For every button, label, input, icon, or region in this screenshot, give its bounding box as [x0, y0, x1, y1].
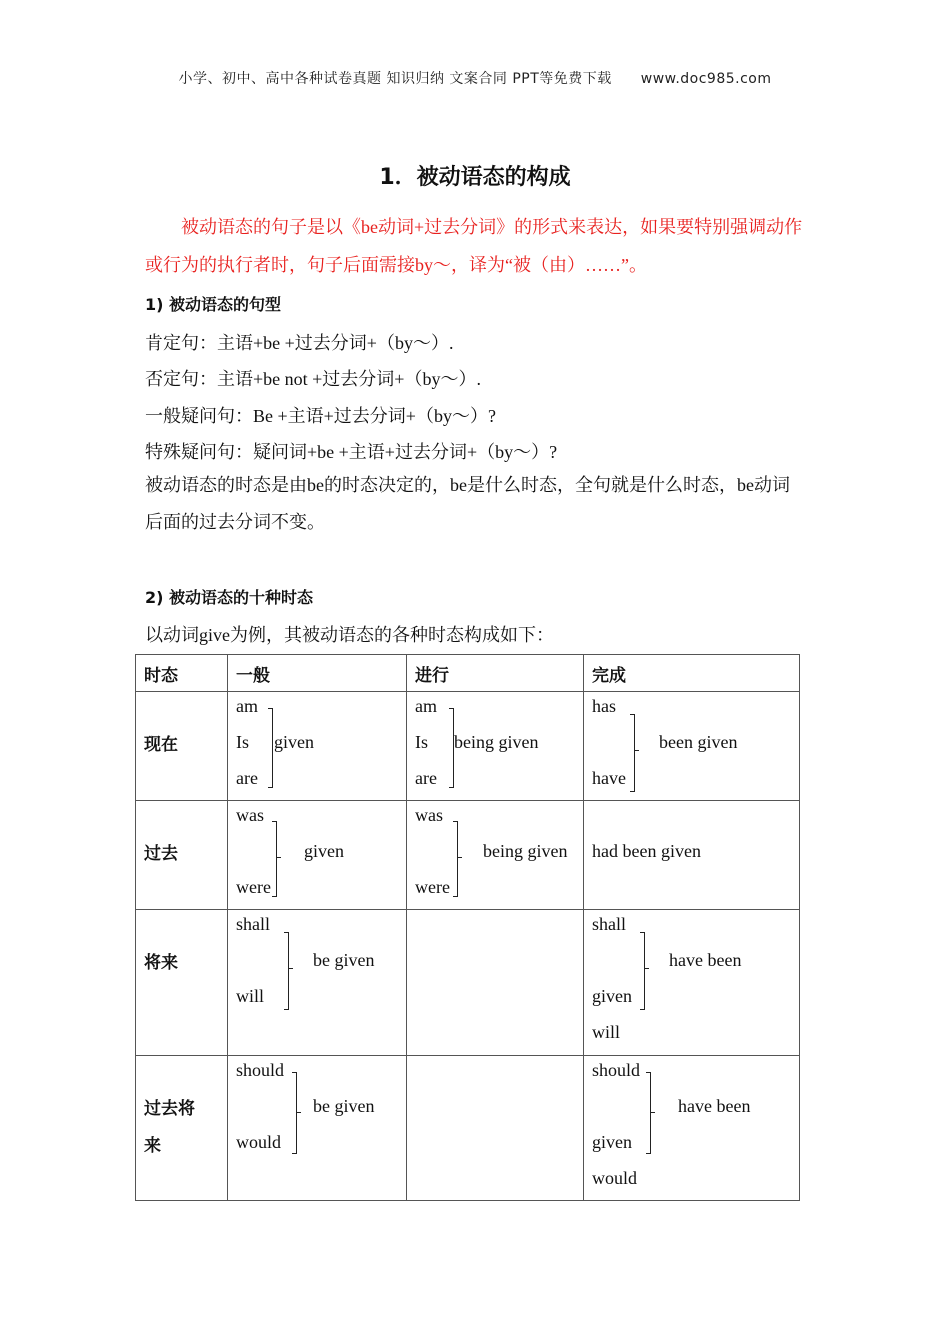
word: are	[236, 768, 258, 788]
word: has	[592, 696, 616, 716]
header-cell: 完成	[584, 655, 800, 692]
intro-paragraph: 被动语态的句子是以《be动词+过去分词》的形式来表达，如果要特别强调动作或行为的执行者时，句子后面需接by～，译为“被（由）……”。	[145, 217, 803, 275]
past-future-perfect-cell	[584, 1056, 800, 1201]
pattern-negative: 否定句：主语+be not +过去分词+（by～）.	[145, 369, 481, 389]
word: were	[236, 877, 271, 897]
table-row-future	[136, 910, 800, 1056]
word: shall	[236, 914, 270, 934]
brace	[630, 714, 635, 792]
brace-tick	[651, 1112, 655, 1113]
future-progressive-cell	[407, 910, 584, 1056]
table-row-past-future	[136, 1056, 800, 1201]
tense-table	[135, 654, 800, 1201]
brace	[284, 932, 289, 1010]
row-label: 过去	[144, 844, 178, 864]
pattern-yes-no-question: 一般疑问句：Be +主语+过去分词+（by～）?	[145, 406, 496, 426]
word: been given	[659, 732, 738, 752]
past-simple-cell	[228, 801, 407, 910]
past-perfect-cell	[584, 801, 800, 910]
word: be given	[313, 1096, 375, 1116]
table-row-past	[136, 801, 800, 910]
row-label-cell	[136, 801, 228, 910]
row-label-cell	[136, 1056, 228, 1201]
word: were	[415, 877, 450, 897]
page-header	[0, 68, 950, 88]
header-cell: 一般	[228, 655, 407, 692]
present-perfect-cell	[584, 692, 800, 801]
word: am	[415, 696, 437, 716]
future-perfect-cell	[584, 910, 800, 1056]
word: being given	[454, 732, 539, 752]
word: shall	[592, 914, 626, 934]
word: would	[236, 1132, 281, 1152]
brace	[646, 1072, 651, 1154]
brace	[453, 821, 458, 897]
page-title: 1．被动语态的构成	[379, 165, 571, 190]
brace	[272, 821, 277, 897]
word: given	[304, 841, 344, 861]
row-label: 过去将	[144, 1099, 195, 1119]
brace	[640, 932, 645, 1010]
word: have	[592, 768, 626, 788]
present-progressive-cell	[407, 692, 584, 801]
future-simple-cell	[228, 910, 407, 1056]
section1-heading: 1) 被动语态的句型	[145, 295, 282, 314]
word: will	[236, 986, 265, 1006]
word: Is	[415, 732, 428, 752]
past-progressive-cell	[407, 801, 584, 910]
row-label: 将来	[144, 953, 178, 973]
word: have been	[669, 950, 742, 970]
word: Is	[236, 732, 249, 752]
word: was	[236, 805, 264, 825]
table-row-present	[136, 692, 800, 801]
word: would	[592, 1168, 637, 1188]
section2-heading: 2) 被动语态的十种时态	[145, 588, 314, 607]
brace-tick	[297, 1112, 301, 1113]
header-cell: 进行	[407, 655, 584, 692]
row-label-cell	[136, 910, 228, 1056]
brace	[292, 1072, 297, 1154]
brace	[268, 708, 273, 788]
word: had been given	[592, 841, 701, 861]
past-future-simple-cell	[228, 1056, 407, 1201]
word: given	[274, 732, 314, 752]
word: should	[236, 1060, 285, 1080]
tense-note: 被动语态的时态是由be的时态决定的，be是什么时态，全句就是什么时态，be动词后面的过去分词不变。	[145, 475, 790, 532]
word: are	[415, 768, 437, 788]
header-text: 小学、初中、高中各种试卷真题 知识归纳 文案合同 PPT等免费下载	[178, 71, 612, 87]
past-future-progressive-cell	[407, 1056, 584, 1201]
brace-tick	[635, 750, 639, 751]
brace-tick	[458, 857, 462, 858]
word: be given	[313, 950, 375, 970]
word: should	[592, 1060, 641, 1080]
header-cell: 时态	[136, 655, 228, 692]
row-label-cell	[136, 692, 228, 801]
pattern-affirmative: 肯定句：主语+be +过去分词+（by～）.	[145, 333, 454, 353]
header-url[interactable]: www.doc985.com	[640, 71, 772, 87]
brace-tick	[645, 968, 649, 969]
word: given	[592, 1132, 632, 1152]
table-header-row	[136, 655, 800, 692]
word: given	[592, 986, 632, 1006]
brace-tick	[277, 857, 281, 858]
word: have been	[678, 1096, 751, 1116]
row-label: 现在	[144, 735, 178, 755]
pattern-wh-question: 特殊疑问句：疑问词+be +主语+过去分词+（by～）?	[145, 442, 558, 462]
row-label: 来	[144, 1136, 161, 1156]
present-simple-cell	[228, 692, 407, 801]
brace-tick	[289, 968, 293, 969]
word: being given	[483, 841, 568, 861]
word: am	[236, 696, 258, 716]
word: will	[592, 1022, 621, 1042]
word: was	[415, 805, 443, 825]
section2-intro: 以动词give为例，其被动语态的各种时态构成如下：	[145, 625, 554, 645]
